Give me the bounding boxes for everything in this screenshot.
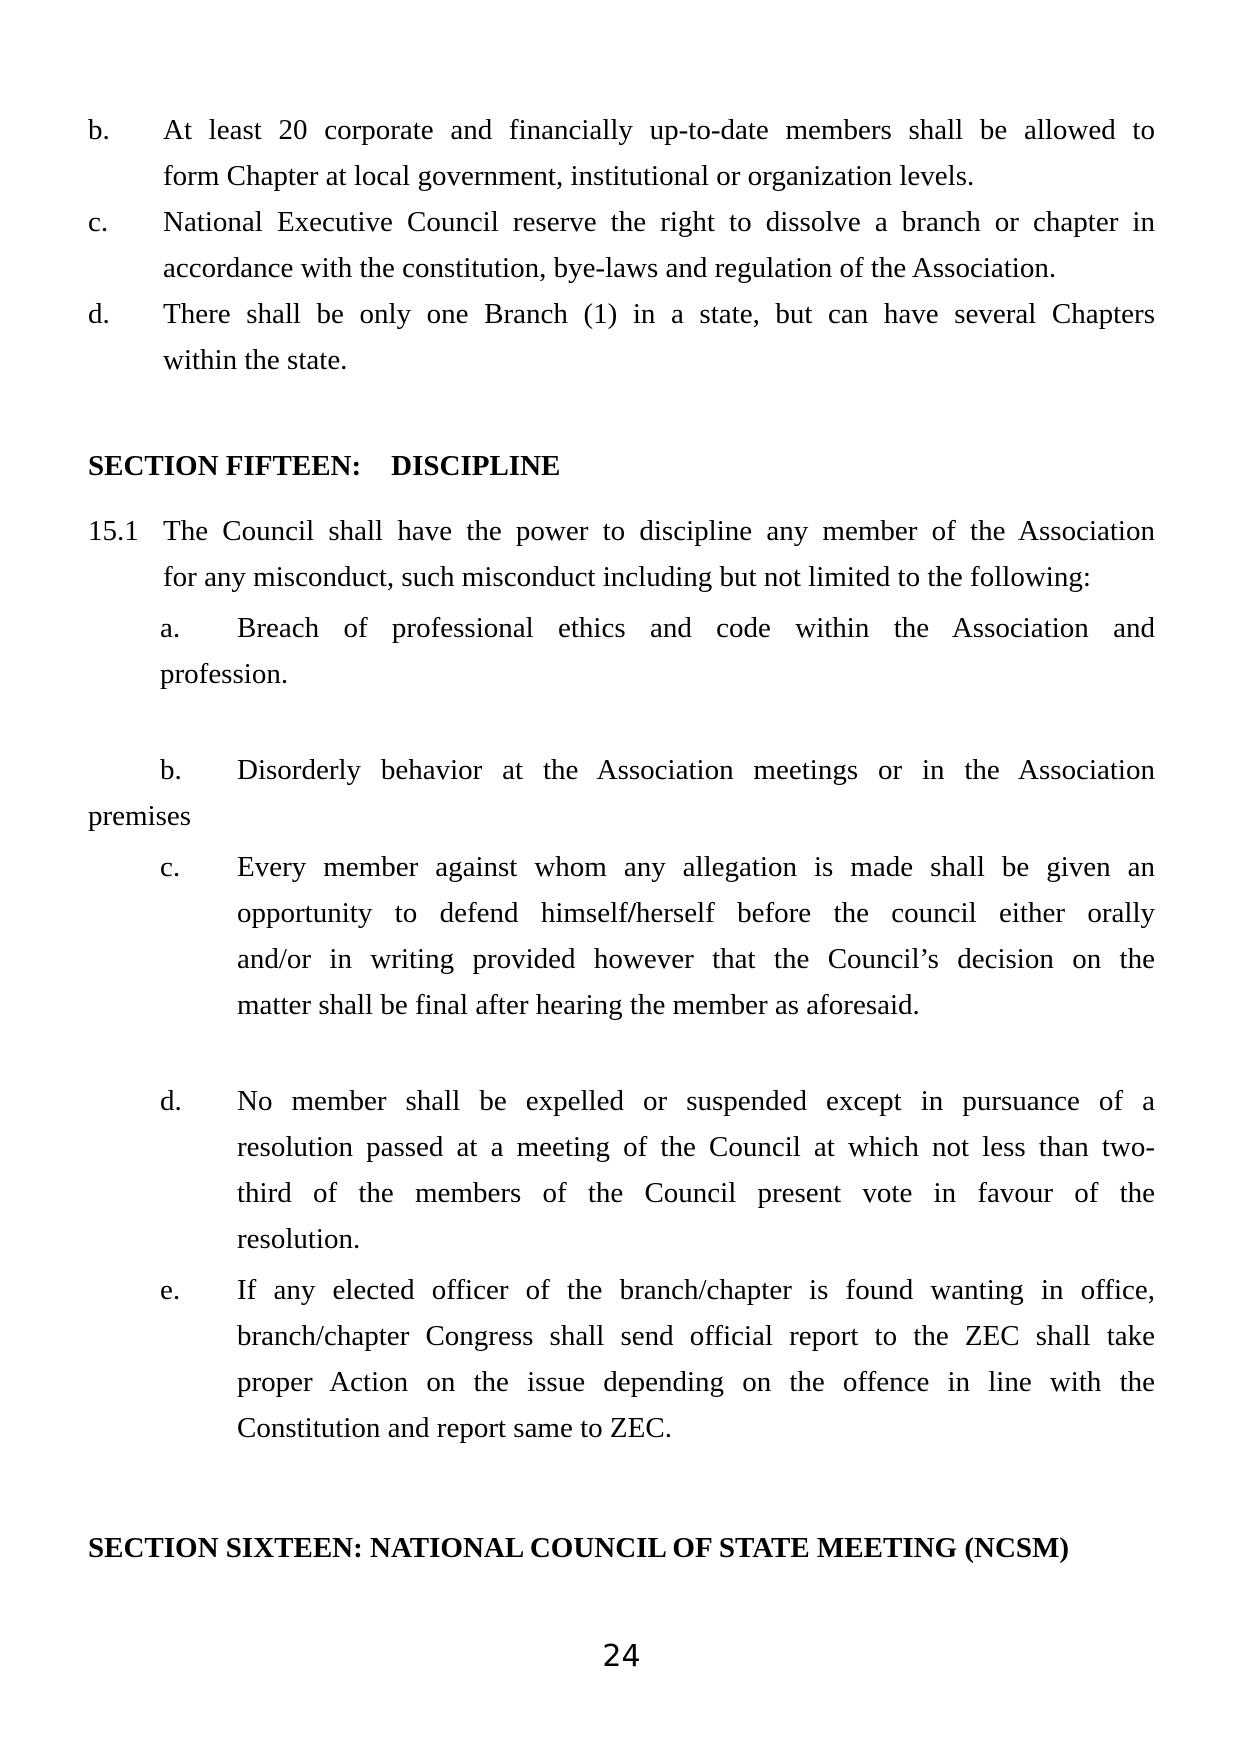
text-line — [88, 1525, 1155, 1571]
text-line — [88, 1359, 1155, 1405]
text-run — [163, 561, 1091, 593]
text-segment: and/or in writing provided however that the Council’s decision on the — [237, 943, 1155, 975]
text-run — [163, 344, 347, 376]
list-marker: a. — [160, 612, 181, 644]
text-line — [88, 508, 1155, 554]
text-segment: third of the members of the Council present vote in favour of the — [237, 1177, 1155, 1209]
text-run — [237, 1412, 672, 1444]
text-line — [88, 1405, 1155, 1451]
text-segment: Constitution and report same to ZEC. — [237, 1412, 672, 1444]
text-run — [163, 206, 1155, 238]
list-item — [88, 199, 1155, 291]
text-segment: Disorderly behavior at the Association meetings or in the Association — [237, 754, 1155, 786]
list-marker: c. — [160, 851, 181, 883]
section-heading — [88, 443, 1155, 489]
list-marker: d. — [88, 298, 110, 330]
text-line — [88, 337, 1155, 383]
text-line — [88, 1170, 1155, 1216]
text-line — [88, 1216, 1155, 1262]
text-line — [88, 291, 1155, 337]
text-run — [88, 800, 191, 832]
text-segment: The Council shall have the power to discipline any member of the Association — [163, 515, 1155, 547]
list-marker: c. — [88, 206, 109, 238]
text-line — [88, 793, 1155, 839]
text-line — [88, 747, 1155, 793]
text-run — [237, 989, 920, 1021]
text-segment: No member shall be expelled or suspended except in pursuance of a — [237, 1085, 1155, 1117]
text-line — [88, 936, 1155, 982]
text-segment: National Executive Council reserve the right to dissolve a branch or chapter in — [163, 206, 1155, 238]
text-run — [160, 658, 288, 690]
text-line — [88, 245, 1155, 291]
list-marker: e. — [160, 1274, 181, 1306]
document-content — [88, 107, 1155, 1571]
text-run — [237, 1320, 1155, 1352]
text-run — [163, 515, 1155, 547]
text-run — [237, 1223, 360, 1255]
text-segment: proper Action on the issue depending on the offence in line with the — [237, 1366, 1155, 1398]
text-segment: within the state. — [163, 344, 348, 376]
text-line — [88, 1124, 1155, 1170]
text-segment: If any elected officer of the branch/chapter is found wanting in office, — [237, 1274, 1155, 1306]
text-line — [88, 443, 1155, 489]
text-run — [88, 450, 560, 482]
text-run — [88, 1532, 1069, 1564]
text-segment: There shall be only one Branch (1) in a state, but can have several Chapters — [163, 298, 1155, 330]
text-segment: accordance with the constitution, bye-laws and regulation of the Association. — [163, 252, 1057, 284]
text-run — [163, 160, 974, 192]
text-segment: / — [627, 897, 636, 929]
text-run — [237, 1085, 1155, 1117]
text-line — [88, 199, 1155, 245]
text-run — [237, 851, 1155, 883]
text-run — [237, 897, 1155, 929]
text-segment: SECTION SIXTEEN: NATIONAL COUNCIL OF STATE MEETING (NCSM) — [88, 1532, 1070, 1564]
text-segment: profession. — [160, 658, 289, 690]
section-heading — [88, 1525, 1155, 1571]
text-segment: herself before the council either orally — [635, 897, 1155, 929]
text-run — [237, 1131, 1155, 1163]
text-run — [237, 754, 1155, 786]
text-segment: premises — [88, 800, 192, 832]
text-segment: matter shall be final after hearing the member as aforesaid. — [237, 989, 920, 1021]
text-segment: DISCIPLINE — [391, 450, 561, 482]
list-item — [88, 605, 1155, 697]
text-line — [88, 844, 1155, 890]
text-line — [88, 1313, 1155, 1359]
text-segment: resolution passed at a meeting of the Council at which not less than two- — [237, 1131, 1155, 1163]
text-line — [88, 153, 1155, 199]
list-item — [88, 844, 1155, 1028]
text-run — [237, 1274, 1155, 1306]
list-item — [88, 508, 1155, 600]
text-line — [88, 554, 1155, 600]
text-run — [163, 298, 1155, 330]
page-number: 24 — [602, 1639, 641, 1674]
text-segment: for any misconduct, such misconduct including but not limited to the following: — [163, 561, 1091, 593]
list-item — [88, 1078, 1155, 1262]
list-item — [88, 107, 1155, 199]
text-segment: form Chapter at local government, institutional or organization levels. — [163, 160, 975, 192]
text-line — [88, 1267, 1155, 1313]
text-run — [237, 943, 1155, 975]
list-marker: 15.1 — [88, 515, 139, 547]
text-line — [88, 982, 1155, 1028]
text-segment: SECTION FIFTEEN: — [88, 450, 362, 482]
text-segment: opportunity to defend himself — [237, 897, 628, 929]
text-line — [88, 107, 1155, 153]
list-marker: d. — [160, 1085, 182, 1117]
text-line — [88, 890, 1155, 936]
text-segment: branch/chapter Congress shall send official report to the ZEC shall take — [237, 1320, 1155, 1352]
text-segment: Breach of professional ethics and code within the Association and — [237, 612, 1155, 644]
text-run — [163, 252, 1056, 284]
text-run — [237, 1177, 1155, 1209]
list-marker: b. — [88, 114, 110, 146]
list-item — [88, 747, 1155, 839]
text-run — [237, 612, 1155, 644]
list-item — [88, 291, 1155, 383]
text-segment: At least 20 corporate and financially up-to-date members shall be allowed to — [163, 114, 1155, 146]
text-run — [163, 114, 1155, 146]
text-run — [237, 1366, 1155, 1398]
list-item — [88, 1267, 1155, 1451]
text-line — [88, 605, 1155, 651]
text-segment: resolution. — [237, 1223, 361, 1255]
text-segment: Every member against whom any allegation is made shall be given an — [237, 851, 1155, 883]
text-line — [88, 1078, 1155, 1124]
text-line — [88, 651, 1155, 697]
list-marker: b. — [160, 754, 182, 786]
